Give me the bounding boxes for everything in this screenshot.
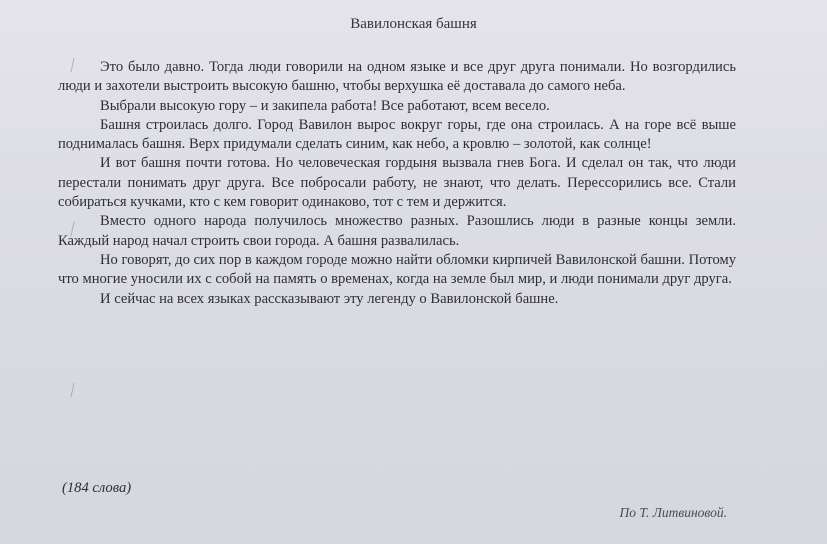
paragraph: Башня строилась долго. Город Вавилон вырос вокруг горы, где она строилась. А на горе всё выше поднималась башня. Верх придумали сделать синим, как небо, а кровлю – золотой, как солнце! (58, 116, 736, 153)
paragraph: И вот башня почти готова. Но человеческая гордыня вызвала гнев Бога. И сделал он так, что люди перестали понимать друг друга. Все побросали работу, не знают, что делать. Перессорились все. Стали собираться кучками, кто с кем говорит одинаково, тот с тем и держится. (58, 155, 736, 211)
paragraph: Вместо одного народа получилось множество разных. Разошлись люди в разные концы земли. Каждый народ начал строить свои города. А башня развалилась. (58, 213, 736, 249)
pencil-mark-icon (71, 383, 85, 397)
author-attribution: По Т. Литвиновой. (619, 505, 727, 520)
paragraph: Но говорят, до сих пор в каждом городе можно найти обломки кирпичей Вавилонской башни. Потому что многие уносили их с собой на память о временах, когда на земле был мир, и люди понимали друг друга. (58, 251, 736, 288)
story-text (58, 58, 736, 309)
paragraph: И сейчас на всех языках рассказывают эту легенду о Вавилонской башне. (100, 290, 559, 307)
word-count: (184 слова) (62, 480, 132, 496)
document-title: Вавилонская башня (350, 16, 477, 32)
paragraph: Выбрали высокую гору – и закипела работа! Все работают, всем весело. (100, 97, 550, 114)
paragraph: Это было давно. Тогда люди говорили на одном языке и все друг друга понимали. Но возгордились люди и захотели выстроить высокую башню, чтобы верхушка её доставала до самого неба. (58, 59, 736, 95)
